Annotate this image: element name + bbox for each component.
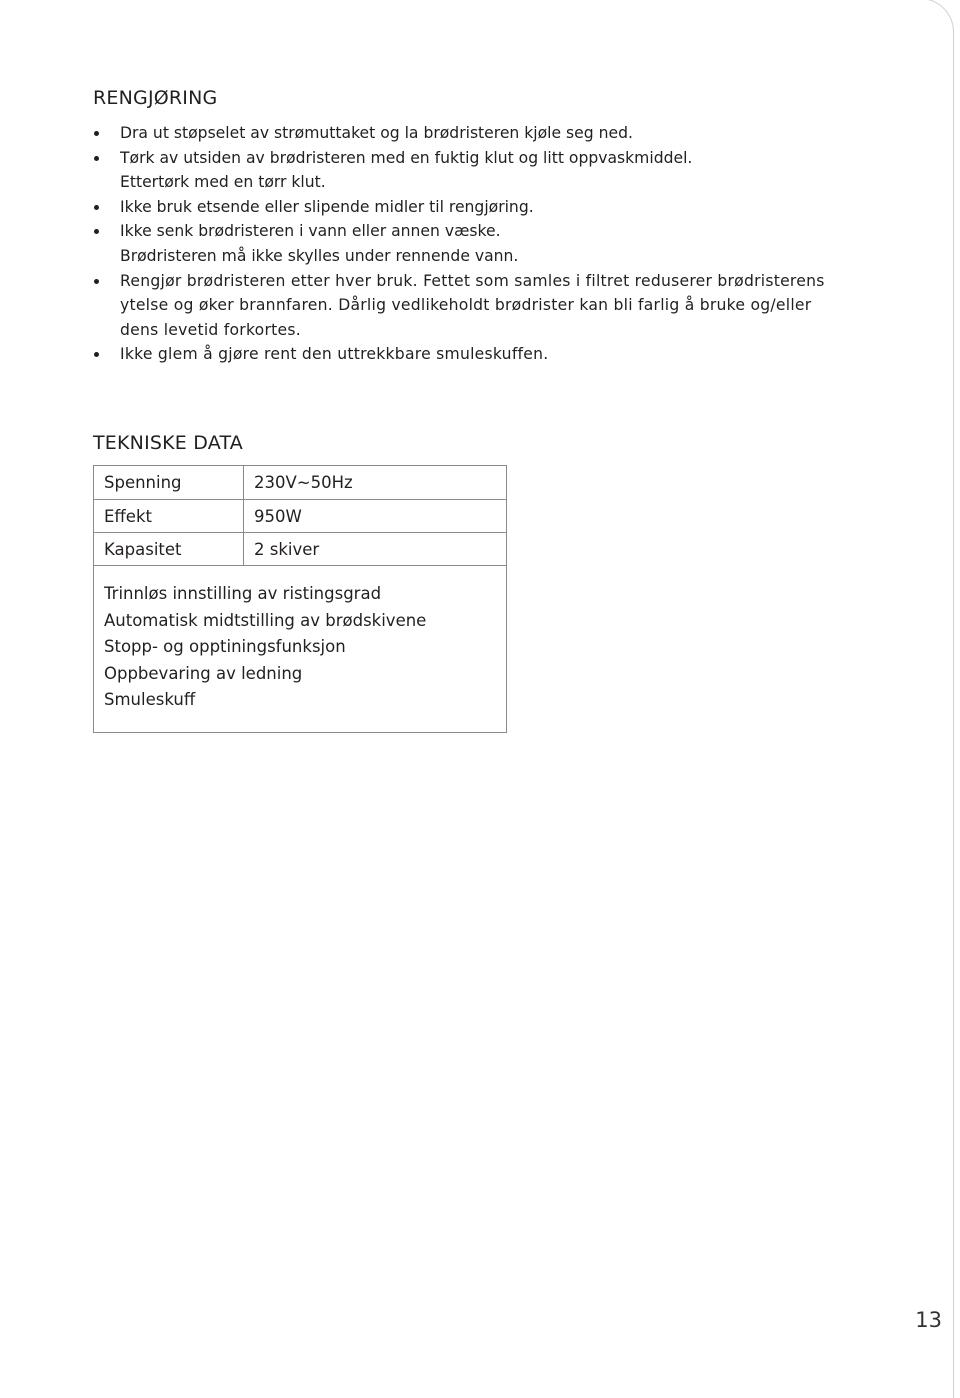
section-title-technical-data: TEKNISKE DATA xyxy=(93,432,243,454)
spec-label: Effekt xyxy=(104,507,152,526)
spec-value: 2 skiver xyxy=(254,540,320,559)
table-row-voltage xyxy=(94,466,506,500)
list-item-line: Tørk av utsiden av brødristeren med en fuktig klut og litt oppvaskmiddel. xyxy=(120,148,693,167)
table-row-capacity xyxy=(94,533,506,567)
list-item-line: ytelse og øker brannfaren. Dårlig vedlikeholdt brødrister kan bli farlig å bruke og/eller xyxy=(120,296,812,315)
section-title-cleaning: RENGJØRING xyxy=(93,87,218,109)
list-item-line: Rengjør brødristeren etter hver bruk. Fettet som samles i filtret reduserer brødristerens xyxy=(120,271,825,290)
list-item xyxy=(93,269,873,343)
feature-list xyxy=(104,581,426,714)
spec-label: Kapasitet xyxy=(104,540,182,559)
list-item xyxy=(93,219,873,268)
list-item-line: Ikke bruk etsende eller slipende midler til rengjøring. xyxy=(120,197,534,216)
feature-item: Oppbevaring av ledning xyxy=(104,663,303,683)
feature-item: Trinnløs innstilling av ristingsgrad xyxy=(104,584,382,603)
spec-value: 950W xyxy=(254,507,302,526)
list-item-line: Ikke glem å gjøre rent den uttrekkbare smuleskuffen. xyxy=(120,345,549,364)
feature-item: Stopp- og opptiningsfunksjon xyxy=(104,637,346,656)
list-item xyxy=(93,146,873,195)
cleaning-instructions-list xyxy=(93,121,873,367)
list-item-line: Ettertørk med en tørr klut. xyxy=(120,173,326,192)
feature-item: Automatisk midtstilling av brødskivene xyxy=(104,610,427,630)
list-item xyxy=(93,342,873,367)
table-row-divider xyxy=(94,565,506,566)
page-number: 13 xyxy=(915,1308,942,1332)
list-item xyxy=(93,195,873,220)
list-item-line: Ikke senk brødristeren i vann eller annen væske. xyxy=(120,222,501,241)
list-item-line: Dra ut støpselet av strømuttaket og la brødristeren kjøle seg ned. xyxy=(120,124,633,142)
list-item-line: Brødristeren må ikke skylles under rennende vann. xyxy=(120,246,519,265)
feature-item: Smuleskuff xyxy=(104,690,196,709)
list-item-line: dens levetid forkortes. xyxy=(120,320,301,339)
spec-value: 230V~50Hz xyxy=(254,473,353,492)
table-row-power xyxy=(94,500,506,534)
spec-label: Spenning xyxy=(104,473,182,492)
technical-data-table xyxy=(93,465,507,733)
list-item xyxy=(93,121,873,146)
